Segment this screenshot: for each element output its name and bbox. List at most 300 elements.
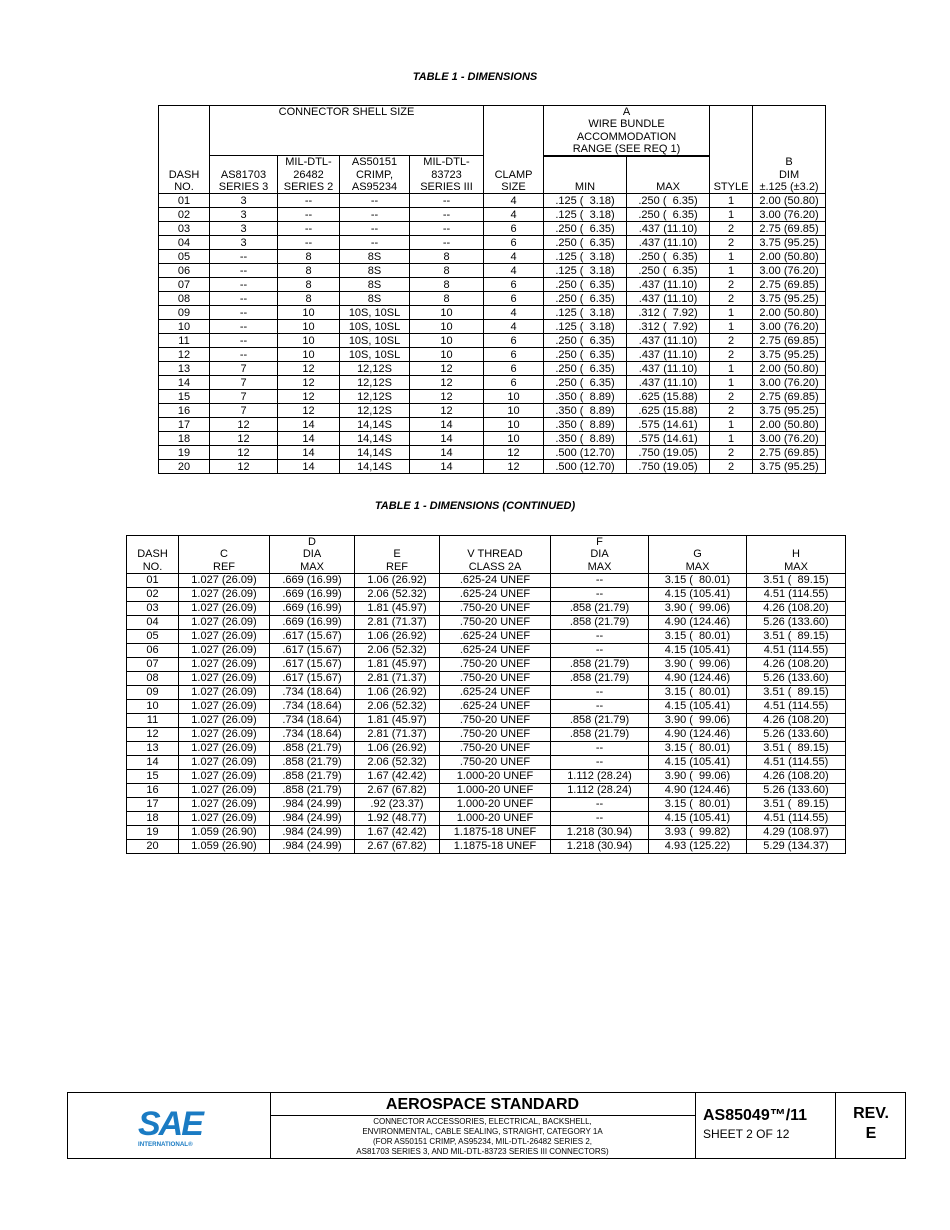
cell-e-ref: 2.06 (52.32)	[355, 587, 440, 601]
cell-a-max: .250 ( 6.35)	[627, 208, 710, 222]
cell-d-dia-max: .617 (15.67)	[270, 657, 355, 671]
cell-d-dia-max: .734 (18.64)	[270, 685, 355, 699]
cell-mil-83723: 10	[410, 320, 484, 334]
cell-as50151-crimp: 14,14S	[340, 446, 410, 460]
table-row	[127, 629, 846, 643]
cell-a-min: .125 ( 3.18)	[544, 264, 627, 278]
cell-f-dia-max: 1.112 (28.24)	[551, 769, 649, 783]
cell-e-ref: 1.06 (26.92)	[355, 741, 440, 755]
cell-dash-no: 18	[159, 432, 210, 446]
cell-a-min: .250 ( 6.35)	[544, 278, 627, 292]
cell-as50151-crimp: 8S	[340, 278, 410, 292]
cell-style: 1	[710, 362, 753, 376]
cell-mil-83723: 14	[410, 418, 484, 432]
cell-dash-no: 10	[127, 699, 179, 713]
cell-c-ref: 1.027 (26.09)	[179, 629, 270, 643]
cell-style: 2	[710, 278, 753, 292]
cell-h-max: 4.51 (114.55)	[747, 699, 846, 713]
cell-style: 1	[710, 306, 753, 320]
cell-dash-no: 20	[127, 839, 179, 853]
cell-h-max: 4.26 (108.20)	[747, 713, 846, 727]
cell-e-ref: 1.06 (26.92)	[355, 685, 440, 699]
cell-as81703: --	[210, 348, 278, 362]
cell-g-max: 4.15 (105.41)	[649, 643, 747, 657]
cell-clamp-size: 4	[484, 320, 544, 334]
cell-c-ref: 1.027 (26.09)	[179, 769, 270, 783]
table-row	[159, 362, 826, 376]
cell-as81703: 7	[210, 376, 278, 390]
table-row	[159, 432, 826, 446]
cell-a-max: .575 (14.61)	[627, 432, 710, 446]
table2-title: TABLE 1 - DIMENSIONS (CONTINUED)	[374, 500, 576, 512]
cell-dash-no: 05	[159, 250, 210, 264]
cell-h-max: 5.29 (134.37)	[747, 839, 846, 853]
cell-f-dia-max: .858 (21.79)	[551, 601, 649, 615]
cell-c-ref: 1.027 (26.09)	[179, 797, 270, 811]
cell-e-ref: 2.81 (71.37)	[355, 671, 440, 685]
cell-v-thread: .750-20 UNEF	[440, 727, 551, 741]
document-number: AS85049™/11	[703, 1107, 808, 1124]
header-max: MAX	[627, 157, 710, 194]
cell-f-dia-max: --	[551, 741, 649, 755]
cell-b-dim: 2.75 (69.85)	[753, 390, 826, 404]
cell-as50151-crimp: --	[340, 236, 410, 250]
cell-f-dia-max: --	[551, 573, 649, 587]
cell-a-max: .750 (19.05)	[627, 446, 710, 460]
cell-as50151-crimp: 14,14S	[340, 418, 410, 432]
table1-title: TABLE 1 - DIMENSIONS	[412, 71, 538, 83]
cell-style: 2	[710, 236, 753, 250]
cell-style: 1	[710, 418, 753, 432]
cell-g-max: 3.90 ( 99.06)	[649, 713, 747, 727]
logo-cell	[68, 1093, 271, 1158]
cell-a-min: .350 ( 8.89)	[544, 432, 627, 446]
cell-mil-26482: 12	[278, 362, 340, 376]
cell-as50151-crimp: 14,14S	[340, 432, 410, 446]
cell-mil-83723: 12	[410, 376, 484, 390]
cell-as50151-crimp: 10S, 10SL	[340, 334, 410, 348]
cell-as81703: --	[210, 278, 278, 292]
cell-mil-83723: --	[410, 236, 484, 250]
cell-mil-83723: --	[410, 208, 484, 222]
cell-style: 2	[710, 390, 753, 404]
cell-style: 2	[710, 348, 753, 362]
cell-b-dim: 2.75 (69.85)	[753, 334, 826, 348]
cell-a-min: .250 ( 6.35)	[544, 236, 627, 250]
cell-mil-83723: 12	[410, 404, 484, 418]
cell-dash-no: 20	[159, 460, 210, 474]
cell-g-max: 3.93 ( 99.82)	[649, 825, 747, 839]
cell-style: 1	[710, 208, 753, 222]
cell-b-dim: 3.75 (95.25)	[753, 460, 826, 474]
header-connector-shell-size: CONNECTOR SHELL SIZE	[210, 106, 484, 156]
sheet-number: SHEET 2 OF 12	[703, 1127, 790, 1141]
cell-a-min: .250 ( 6.35)	[544, 362, 627, 376]
cell-a-min: .250 ( 6.35)	[544, 376, 627, 390]
cell-c-ref: 1.027 (26.09)	[179, 573, 270, 587]
cell-as81703: 3	[210, 236, 278, 250]
cell-as81703: 12	[210, 446, 278, 460]
cell-c-ref: 1.027 (26.09)	[179, 671, 270, 685]
cell-style: 1	[710, 432, 753, 446]
cell-f-dia-max: --	[551, 755, 649, 769]
cell-b-dim: 2.00 (50.80)	[753, 418, 826, 432]
cell-d-dia-max: .858 (21.79)	[270, 755, 355, 769]
header-dash-no: DASH NO.	[159, 106, 210, 194]
title-block	[67, 1092, 906, 1159]
cell-as81703: --	[210, 334, 278, 348]
cell-dash-no: 12	[127, 727, 179, 741]
cell-f-dia-max: 1.112 (28.24)	[551, 783, 649, 797]
cell-a-min: .500 (12.70)	[544, 446, 627, 460]
cell-dash-no: 11	[127, 713, 179, 727]
cell-f-dia-max: --	[551, 643, 649, 657]
revision-cell	[835, 1093, 907, 1158]
cell-c-ref: 1.027 (26.09)	[179, 741, 270, 755]
standard-description: CONNECTOR ACCESSORIES, ELECTRICAL, BACKSHELL, ENVIRONMENTAL, CABLE SEALING, STRAIGHT, CATEGORY 1A (FOR AS50151 CRIMP, AS95234, MIL-DTL-26482 SERIES 2, AS81703 SERIES 3, AND MIL-DTL-83723 SERIES III CONNECTORS)	[356, 1117, 609, 1156]
cell-h-max: 3.51 ( 89.15)	[747, 797, 846, 811]
cell-e-ref: 1.67 (42.42)	[355, 825, 440, 839]
table-row	[127, 699, 846, 713]
cell-dash-no: 04	[159, 236, 210, 250]
cell-v-thread: .750-20 UNEF	[440, 713, 551, 727]
header-dash-no: DASH NO.	[127, 536, 179, 574]
cell-mil-26482: --	[278, 222, 340, 236]
header-g-max: G MAX	[649, 536, 747, 574]
cell-h-max: 3.51 ( 89.15)	[747, 573, 846, 587]
cell-as81703: --	[210, 264, 278, 278]
cell-b-dim: 2.00 (50.80)	[753, 194, 826, 208]
cell-dash-no: 19	[127, 825, 179, 839]
svg-text:INTERNATIONAL®: INTERNATIONAL®	[138, 1141, 193, 1148]
cell-d-dia-max: .617 (15.67)	[270, 671, 355, 685]
cell-style: 2	[710, 446, 753, 460]
cell-mil-26482: --	[278, 194, 340, 208]
cell-e-ref: 1.81 (45.97)	[355, 657, 440, 671]
cell-dash-no: 12	[159, 348, 210, 362]
cell-mil-83723: 8	[410, 292, 484, 306]
table-row	[159, 278, 826, 292]
cell-b-dim: 3.00 (76.20)	[753, 208, 826, 222]
cell-h-max: 4.51 (114.55)	[747, 755, 846, 769]
cell-a-min: .125 ( 3.18)	[544, 194, 627, 208]
cell-dash-no: 13	[127, 741, 179, 755]
cell-clamp-size: 6	[484, 348, 544, 362]
cell-a-max: .250 ( 6.35)	[627, 194, 710, 208]
cell-d-dia-max: .734 (18.64)	[270, 699, 355, 713]
table-row	[159, 404, 826, 418]
cell-b-dim: 2.00 (50.80)	[753, 362, 826, 376]
cell-clamp-size: 10	[484, 390, 544, 404]
cell-as81703: --	[210, 292, 278, 306]
cell-e-ref: .92 (23.37)	[355, 797, 440, 811]
cell-mil-83723: 8	[410, 250, 484, 264]
cell-b-dim: 3.00 (76.20)	[753, 432, 826, 446]
cell-a-max: .250 ( 6.35)	[627, 250, 710, 264]
cell-mil-83723: --	[410, 194, 484, 208]
cell-c-ref: 1.027 (26.09)	[179, 699, 270, 713]
cell-mil-83723: 10	[410, 334, 484, 348]
table-row	[159, 334, 826, 348]
cell-g-max: 3.15 ( 80.01)	[649, 797, 747, 811]
cell-c-ref: 1.027 (26.09)	[179, 657, 270, 671]
cell-mil-26482: 8	[278, 250, 340, 264]
cell-h-max: 5.26 (133.60)	[747, 783, 846, 797]
cell-c-ref: 1.059 (26.90)	[179, 825, 270, 839]
cell-v-thread: 1.000-20 UNEF	[440, 797, 551, 811]
cell-mil-83723: 10	[410, 306, 484, 320]
cell-as81703: 12	[210, 418, 278, 432]
cell-h-max: 5.26 (133.60)	[747, 615, 846, 629]
header-f-dia-max: F DIA MAX	[551, 536, 649, 574]
cell-h-max: 3.51 ( 89.15)	[747, 629, 846, 643]
cell-a-max: .575 (14.61)	[627, 418, 710, 432]
dimensions-continued-table	[126, 535, 846, 854]
cell-clamp-size: 4	[484, 264, 544, 278]
header-v-thread: V THREAD CLASS 2A	[440, 536, 551, 574]
table-row	[127, 671, 846, 685]
cell-c-ref: 1.027 (26.09)	[179, 727, 270, 741]
table-row	[127, 615, 846, 629]
cell-a-min: .500 (12.70)	[544, 460, 627, 474]
cell-dash-no: 01	[127, 573, 179, 587]
cell-as81703: 3	[210, 222, 278, 236]
table-row	[127, 769, 846, 783]
cell-e-ref: 1.81 (45.97)	[355, 601, 440, 615]
cell-mil-26482: 14	[278, 418, 340, 432]
table-row	[159, 390, 826, 404]
cell-e-ref: 2.67 (67.82)	[355, 783, 440, 797]
header-mil-83723: MIL-DTL- 83723 SERIES III	[410, 156, 484, 194]
cell-h-max: 4.26 (108.20)	[747, 769, 846, 783]
cell-c-ref: 1.027 (26.09)	[179, 713, 270, 727]
cell-b-dim: 2.75 (69.85)	[753, 446, 826, 460]
cell-a-max: .312 ( 7.92)	[627, 306, 710, 320]
cell-clamp-size: 10	[484, 404, 544, 418]
cell-as50151-crimp: 12,12S	[340, 362, 410, 376]
cell-d-dia-max: .984 (24.99)	[270, 797, 355, 811]
cell-h-max: 4.26 (108.20)	[747, 657, 846, 671]
cell-d-dia-max: .858 (21.79)	[270, 783, 355, 797]
table-row	[127, 783, 846, 797]
cell-dash-no: 08	[159, 292, 210, 306]
cell-h-max: 5.26 (133.60)	[747, 727, 846, 741]
cell-c-ref: 1.027 (26.09)	[179, 811, 270, 825]
cell-mil-83723: 12	[410, 362, 484, 376]
cell-g-max: 4.90 (124.46)	[649, 615, 747, 629]
cell-e-ref: 1.06 (26.92)	[355, 629, 440, 643]
cell-clamp-size: 6	[484, 376, 544, 390]
cell-style: 2	[710, 334, 753, 348]
cell-mil-83723: --	[410, 222, 484, 236]
cell-f-dia-max: --	[551, 797, 649, 811]
cell-g-max: 3.15 ( 80.01)	[649, 629, 747, 643]
header-h-max: H MAX	[747, 536, 846, 574]
cell-b-dim: 3.00 (76.20)	[753, 376, 826, 390]
cell-g-max: 3.15 ( 80.01)	[649, 573, 747, 587]
cell-mil-26482: 8	[278, 292, 340, 306]
cell-v-thread: .625-24 UNEF	[440, 685, 551, 699]
header-wire-bundle-range: A WIRE BUNDLE ACCOMMODATION RANGE (SEE REQ 1)	[544, 106, 710, 156]
cell-dash-no: 10	[159, 320, 210, 334]
cell-a-max: .437 (11.10)	[627, 376, 710, 390]
header-style: STYLE	[710, 106, 753, 194]
cell-v-thread: .750-20 UNEF	[440, 657, 551, 671]
table-row	[127, 755, 846, 769]
cell-a-min: .125 ( 3.18)	[544, 208, 627, 222]
cell-dash-no: 06	[159, 264, 210, 278]
cell-style: 2	[710, 222, 753, 236]
cell-v-thread: .750-20 UNEF	[440, 741, 551, 755]
svg-text:SAE: SAE	[138, 1107, 202, 1143]
cell-dash-no: 03	[159, 222, 210, 236]
cell-d-dia-max: .617 (15.67)	[270, 629, 355, 643]
cell-e-ref: 1.06 (26.92)	[355, 573, 440, 587]
cell-dash-no: 13	[159, 362, 210, 376]
cell-style: 2	[710, 292, 753, 306]
table-row	[127, 741, 846, 755]
cell-dash-no: 14	[127, 755, 179, 769]
header-mil-26482: MIL-DTL- 26482 SERIES 2	[278, 156, 340, 194]
cell-mil-26482: 14	[278, 460, 340, 474]
cell-c-ref: 1.027 (26.09)	[179, 587, 270, 601]
cell-as81703: 7	[210, 362, 278, 376]
cell-f-dia-max: .858 (21.79)	[551, 671, 649, 685]
cell-h-max: 4.51 (114.55)	[747, 643, 846, 657]
cell-h-max: 5.26 (133.60)	[747, 671, 846, 685]
cell-a-max: .437 (11.10)	[627, 236, 710, 250]
cell-clamp-size: 10	[484, 418, 544, 432]
cell-b-dim: 2.75 (69.85)	[753, 222, 826, 236]
cell-c-ref: 1.027 (26.09)	[179, 783, 270, 797]
cell-as50151-crimp: 10S, 10SL	[340, 348, 410, 362]
cell-b-dim: 2.00 (50.80)	[753, 250, 826, 264]
cell-c-ref: 1.059 (26.90)	[179, 839, 270, 853]
header-b-dim: B DIM ±.125 (±3.2)	[753, 106, 826, 194]
cell-mil-83723: 12	[410, 390, 484, 404]
cell-v-thread: 1.000-20 UNEF	[440, 769, 551, 783]
cell-clamp-size: 4	[484, 194, 544, 208]
cell-g-max: 3.90 ( 99.06)	[649, 769, 747, 783]
cell-as50151-crimp: 8S	[340, 292, 410, 306]
cell-clamp-size: 12	[484, 446, 544, 460]
cell-a-max: .625 (15.88)	[627, 404, 710, 418]
cell-style: 2	[710, 404, 753, 418]
cell-as50151-crimp: 14,14S	[340, 460, 410, 474]
standard-cell	[270, 1093, 696, 1158]
table-row	[159, 320, 826, 334]
cell-e-ref: 2.06 (52.32)	[355, 755, 440, 769]
cell-a-min: .125 ( 3.18)	[544, 250, 627, 264]
cell-d-dia-max: .669 (16.99)	[270, 615, 355, 629]
cell-v-thread: .625-24 UNEF	[440, 643, 551, 657]
cell-c-ref: 1.027 (26.09)	[179, 643, 270, 657]
cell-e-ref: 2.81 (71.37)	[355, 615, 440, 629]
cell-style: 1	[710, 376, 753, 390]
cell-a-min: .250 ( 6.35)	[544, 222, 627, 236]
cell-dash-no: 07	[127, 657, 179, 671]
cell-v-thread: .625-24 UNEF	[440, 587, 551, 601]
cell-mil-26482: 14	[278, 446, 340, 460]
cell-h-max: 4.51 (114.55)	[747, 587, 846, 601]
table-row	[159, 250, 826, 264]
cell-as50151-crimp: 12,12S	[340, 390, 410, 404]
cell-e-ref: 1.92 (48.77)	[355, 811, 440, 825]
cell-a-max: .437 (11.10)	[627, 348, 710, 362]
cell-dash-no: 04	[127, 615, 179, 629]
cell-as50151-crimp: --	[340, 222, 410, 236]
cell-mil-83723: 14	[410, 446, 484, 460]
cell-clamp-size: 6	[484, 236, 544, 250]
table-row	[159, 264, 826, 278]
table-row	[127, 657, 846, 671]
cell-b-dim: 3.75 (95.25)	[753, 292, 826, 306]
cell-e-ref: 2.06 (52.32)	[355, 643, 440, 657]
table-row	[127, 587, 846, 601]
cell-as81703: 7	[210, 390, 278, 404]
cell-v-thread: .750-20 UNEF	[440, 615, 551, 629]
cell-b-dim: 2.00 (50.80)	[753, 306, 826, 320]
cell-dash-no: 01	[159, 194, 210, 208]
cell-b-dim: 3.00 (76.20)	[753, 320, 826, 334]
cell-h-max: 3.51 ( 89.15)	[747, 685, 846, 699]
cell-as50151-crimp: 10S, 10SL	[340, 320, 410, 334]
table-row	[127, 825, 846, 839]
cell-as50151-crimp: 8S	[340, 264, 410, 278]
cell-g-max: 3.15 ( 80.01)	[649, 741, 747, 755]
cell-a-max: .437 (11.10)	[627, 292, 710, 306]
standard-title: AEROSPACE STANDARD	[270, 1094, 695, 1116]
cell-mil-26482: 12	[278, 376, 340, 390]
cell-f-dia-max: .858 (21.79)	[551, 657, 649, 671]
cell-dash-no: 09	[159, 306, 210, 320]
cell-as81703: 3	[210, 208, 278, 222]
dimensions-table	[158, 105, 826, 474]
cell-as81703: 12	[210, 460, 278, 474]
table-row	[159, 306, 826, 320]
table-row	[127, 797, 846, 811]
cell-dash-no: 15	[159, 390, 210, 404]
table-row	[127, 601, 846, 615]
cell-c-ref: 1.027 (26.09)	[179, 755, 270, 769]
cell-a-min: .125 ( 3.18)	[544, 306, 627, 320]
cell-a-max: .312 ( 7.92)	[627, 320, 710, 334]
cell-as50151-crimp: 12,12S	[340, 404, 410, 418]
table-row	[127, 713, 846, 727]
cell-clamp-size: 4	[484, 250, 544, 264]
cell-d-dia-max: .669 (16.99)	[270, 587, 355, 601]
cell-a-min: .350 ( 8.89)	[544, 390, 627, 404]
cell-as50151-crimp: --	[340, 194, 410, 208]
cell-h-max: 4.29 (108.97)	[747, 825, 846, 839]
cell-a-max: .437 (11.10)	[627, 278, 710, 292]
cell-dash-no: 17	[127, 797, 179, 811]
cell-mil-26482: 10	[278, 334, 340, 348]
cell-v-thread: .750-20 UNEF	[440, 755, 551, 769]
cell-dash-no: 16	[159, 404, 210, 418]
cell-b-dim: 3.00 (76.20)	[753, 264, 826, 278]
cell-e-ref: 1.81 (45.97)	[355, 713, 440, 727]
cell-f-dia-max: 1.218 (30.94)	[551, 839, 649, 853]
table-row	[127, 839, 846, 853]
cell-g-max: 3.15 ( 80.01)	[649, 685, 747, 699]
header-min: MIN	[544, 157, 627, 194]
cell-d-dia-max: .984 (24.99)	[270, 825, 355, 839]
cell-f-dia-max: --	[551, 699, 649, 713]
sae-logo	[138, 1107, 208, 1149]
cell-dash-no: 05	[127, 629, 179, 643]
cell-b-dim: 3.75 (95.25)	[753, 348, 826, 362]
